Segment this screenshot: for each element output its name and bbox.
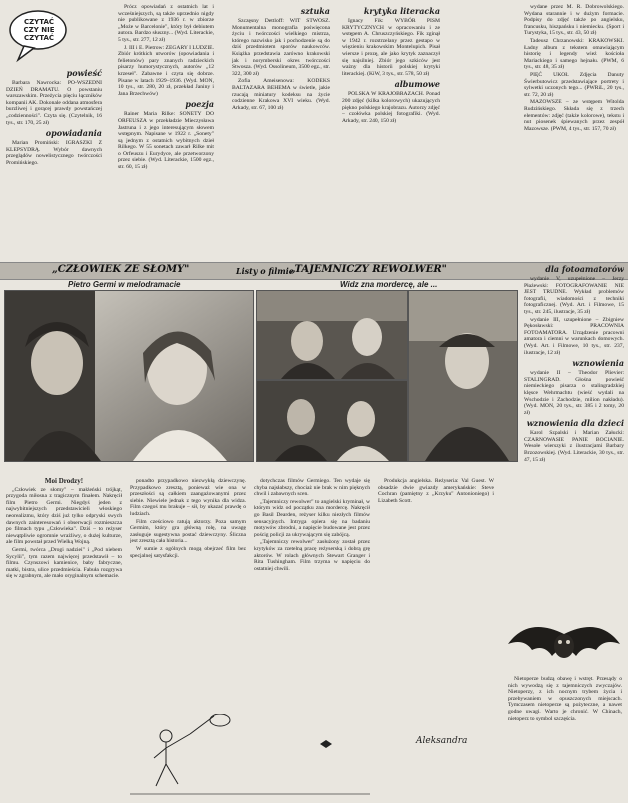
letter-column-1 xyxy=(6,478,122,790)
film-subtitle-left: Pietro Germi w melodramacie xyxy=(68,280,181,289)
illustration-kid-with-net xyxy=(130,714,370,798)
film-section-label: Listy o filmie xyxy=(236,266,294,276)
section-title-sztuka: sztuka xyxy=(300,6,330,16)
review-paragraph: Rainer Maria Rilke: SONETY DO ORFEUSZA w przekładzie Mieczysława Jastruna i z jego interesującym słowem wstępnym. Napisane w 1922 r. „Sonety" są jednym z ostatnich wybitnych dzieł Rilkego. W 55 sonetach zawarł Rilke mit o Orfeuszu i Eurydyce, ale przetworzony przez siebie. (Wyd. Literackie, 1500 egz., str. 60, 15 zł) xyxy=(118,111,214,171)
film-subtitle-right: Widz zna mordercę, ale ... xyxy=(340,280,438,289)
letter-paragraph: dotychczas filmów Germiego. Ten wydaje się chyba najsłabszy, chociaż nie brak w nim pięknych chwil i zabawnych scen. xyxy=(254,478,370,498)
review-paragraph: wydanie III, uzupełnione – Zbigniew Pękosławski: PRACOWNIA FOTOAMATORA. Urządzenie pracowni amatora i ciemni w warunkach domowych. (Wyd. Art. i Filmowe, 10 tys., str. 237, ilustracje, 12 zł) xyxy=(524,316,624,356)
section-title-albumowe: albumowe xyxy=(394,79,440,90)
column-4 xyxy=(342,4,440,260)
section-title-krytyka: krytyka literacka xyxy=(363,6,440,16)
film-still-right-bottom xyxy=(256,380,408,462)
letter-paragraph: ponadto przypadkowo niezwykłą dziewczynę. Przypadkowo zresztą, ponieważ wie ona w przeszłości są całkiem zaangażowanymi przez siebie. Niewiele jednak z tego wynika dla widza. Film czegoś mu brakuje – sił, by ukazać prawdę o ludziach. xyxy=(130,478,246,517)
logo-text: CZYTAĆ CZY NIE CZYTAĆ xyxy=(23,18,55,42)
film-still-right-top xyxy=(256,290,408,380)
section-title-powiesc: powieść xyxy=(66,68,102,78)
letter-paragraph: „Tajemniczy rewolwer" to angielski kryminał, w którym widz od początku zna mordercę. Nakręcił go Basil Dearden, reżyser kilku niezłych filmów sensacyjnych. Intryga opiera się na badaniu motywów zbrodni, a napięcie budowane jest przez pościg policji za ukrywającym się zabójcą. xyxy=(254,498,370,538)
review-paragraph: POLSKA W KRAJOBRAZACH. Ponad 200 zdjęć (kilka kolorowych) ukazujących piękno polskiego krajobrazu. Autorzy zdjęć – czołówka polskiej fotografiki. (Wyd. Arkady, str. 240, 150 zł) xyxy=(342,91,440,124)
column-2 xyxy=(118,4,214,260)
column-5-bottom xyxy=(508,676,622,796)
film-title-right: „TAJEMNICZY REWOLWER" xyxy=(290,264,447,275)
review-paragraph: Prócz opowiadań z ostatnich lat i wcześniejszych, są także uprzednio nigdy nie publikowane z 1936 r. w zbiorze „Może w Barcelonie", który był debiutem autora. Bardzo słuszny... (Wyd. Literackie, 5 tys., str. 277, 12 zł) xyxy=(118,4,214,43)
column-3 xyxy=(232,4,330,260)
review-paragraph: Zofia Ameisenowa: KODEKS BALTAZARA BEHEMA w świetle, jakie rzucają miniatury kodeksu na życie codzienne Krakowa XVI wieku. (Wyd. Arkady, str. 67, 100 zł) xyxy=(232,78,330,111)
film-title-left: „CZŁOWIEK ZE SŁOMY" xyxy=(52,264,190,275)
section-logo xyxy=(6,6,70,64)
letter-column-2 xyxy=(130,478,246,710)
kids-paragraph: Nietoperze budzą obawę i wstręt. Przesądy o nich wywodzą się z tajemniczych zwyczajów. Nietoperzy, z ich nocnym trybem życia i przebywaniem w opuszczonych miejscach. Tymczasem nietoperze są pożyteczne, a nawet godne uwagi. Warto je chronić. W Chinach, nietoperz to symbol szczęścia. xyxy=(508,676,622,722)
review-paragraph: Szczęsny Dettloff: WIT STWOSZ. Monumentalna monografia poświęcona życiu i twórczości wielkiego mistrza, którego nazwisko jak i pochodzenie są do dziś przedmiotem sporów naukowców. Książka przedstawia zarówno krakowski jak i norymberski okres twórczości Stwosza. (Wyd. Ossolineum, 3500 egz., str. 322, 300 zł) xyxy=(232,18,330,77)
letter-column-4 xyxy=(378,478,494,698)
column-5-top xyxy=(524,4,624,260)
section-title-poezja: poezja xyxy=(185,99,214,110)
review-paragraph: wydanie V, uzupełnione – Jerzy Płażewski: FOTOGRAFOWANIE NIE JEST TRUDNE. Wykład problemów fotografii, wiadomości z techniki fotograficznej. (Wyd. Art. i Filmowe, 15 tys., str. 245, ilustracje, 35 zł) xyxy=(524,276,624,315)
letter-paragraph: W sumie z ogólnych mogą obejrzeć film bez specjalnej satysfakcji. xyxy=(130,545,246,559)
letter-paragraph: „Tajemniczy rewolwer" zasłużony został przez krytyków za rzetelną pracę reżyserską i dobrą grę aktorów. W rolach głównych Stewart Granger i Rita Tushingham. Film trzyma w napięciu do ostatniej chwili. xyxy=(254,539,370,572)
review-paragraph: wydane przez M. R. Dobrowolskiego. Wydana starannie i w dużym formacie. Podpisy do zdjęć także po angielsku, francusku, hiszpańsku i niemiecku. (Sport i Turystyka, 15 tys., str. 43, 50 zł) xyxy=(524,4,624,37)
section-title-fotoamator: dla fotoamatorów xyxy=(545,264,624,274)
film-still-right-side xyxy=(408,290,518,462)
review-paragraph: Ignacy Fik: WYBÓR PISM KRYTYCZNYCH w opracowaniu i ze wstępem A. Chruszczyńskiego. Fik zginął w 1942 r. rozstrzelany przez gestapo w więzieniu krakowskim Montelupich. Pisał wiersze i prozę, ale jako krytyk zaznaczył się najsilniej. Zbiór jego szkiców jest ważny dla historii polskiej krytyki literackiej. (KiW, 3 tys., str. 578, 50 zł) xyxy=(342,18,440,77)
author-signature: Aleksandra xyxy=(416,736,468,746)
review-paragraph: J. III i E. Pietrow: ZEGARY I LUDZIE. Zbiór krótkich utworów (opowiadania i felietonów) pary znanych radzieckich pisarzy humorystycznych, autorów „12 krzeseł". Zabawne i czyta się dobrze. Pisane w latach 1929–1936. (Wyd. MON, 10 tys., str. 280, 20 zł, przekład Janiny i Jana Brzechwów) xyxy=(118,44,214,97)
review-paragraph: Barbara Nawrocka: PO-WSZEDNI DZIEŃ DRAMATU. O powstaniu warszawskim. Przeżycia pięciu łączników kompanii AK. Dokonale oddana atmosfera burzliwej i gorącej prawdy powstańczej „codzienności". Czyta się. (Czytelnik, 16 tys., str. 170, 25 zł) xyxy=(6,80,102,126)
column-1 xyxy=(6,66,102,260)
section-title-wznowienia-dzieci: wznowienia dla dzieci xyxy=(526,418,624,429)
bat-illustration xyxy=(508,616,620,674)
letter-paragraph: Germi, twórca „Drogi nadziei" i „Pod niebem Sycylii", tym razem najwięcej przedstawił – to filmu. Czynszowi kamienice, baby fabryczne, matki, bistra, ulice przedmieścia. Fabuła rozgrywa się w zgrabnym, ale mało oryginalnym schemacie. xyxy=(6,546,122,580)
film-still-left xyxy=(4,290,254,462)
review-paragraph: Tadeusz Chrzanowski: KRAKOWSKI. Ładny album z tekstem omawiającym historię i legendy wież kościoła Mariackiego i samego hejnału. (PWM, 6 tys., str. 48, 35 zł) xyxy=(524,37,624,71)
letter-heading: Moi Drodzy! xyxy=(44,478,84,485)
section-title-wznowienia: wznowienia xyxy=(572,358,624,369)
review-paragraph: PIĘĆ UKOŁ Zdjęcia Danuty Świerbutowicz przedstawiające portrety i sylwetki uczonych tego... (PWRiL, 20 tys., str. 72, 20 zł) xyxy=(524,71,624,98)
letter-paragraph: Film cześciowo ratują aktorzy. Poza samym Germim, który gra główną rolę, na uwagę zasługuje sugestywna postać dziewczyny. Śliczna jest zresztą cała historia... xyxy=(130,518,246,545)
letter-paragraph: „Człowiek ze słomy" – małżeński trójkąt, przygoda miłosna z tragicznym finałem. Nakręcił film Pietro Germi. Niegdyś jeden z najwybitniejszych przedstawicieli włoskiego neorealizmu, który dziś już tylko odpryski swych dawnych zainteresowań i obserwacji rozmieszcza po filmach typu „Człowieka". Dziś – to reżyser niewątpliwie ogromnie wrażliwy, o dużej kulturze, ale film powstał przed Wielką Wojną. xyxy=(6,486,122,546)
column-5-photo xyxy=(524,262,624,518)
letter-column-3 xyxy=(254,478,370,710)
review-paragraph: Karol Szpalski i Marian Załucki: CZARNOWASIE PANIE BOCIANIE. Wesołe wierszyki z ilustracjami Barbary Brzozowskiej. (Wyd. Literackie, 30 tys., str. 47, 15 zł) xyxy=(524,430,624,463)
review-paragraph: wydanie II – Theodor Plievier: STALINGRAD. Głośna powieść niemieckiego pisarza o stalingradzkiej klęsce Wehrmachtu (wieść wydali na Wschodzie i Zachodzie, milion nakładu). (Wyd. MON, 20 tys., str. 385 i 2 tomy, 20 zł) xyxy=(524,370,624,416)
letter-paragraph: Produkcja angielska. Reżyseria: Val Guest. W obsadzie dwie gwiazdy amerykańskie: Steve Cochran (pamiętny z „Krzyku" Antonioniego) i Lizabeth Scott. xyxy=(378,478,494,504)
review-paragraph: Marian Promiński: IGRASZKI Z KLEPSYDRĄ. Wybór dawnych przeglądów nowelistycznego twórczości Promińskiego. xyxy=(6,140,102,166)
review-paragraph: MAZOWSZE – ze wstępem Witolda Rudzińskiego. Składa się z trzech elementów: zdjęć (także kolorowe), tekstu i nut piosenek śpiewanych przez zespół Mazowsze. (PWM, 4 tys., str. 157, 70 zł) xyxy=(524,99,624,132)
section-title-opowiadania: opowiadania xyxy=(45,128,102,139)
